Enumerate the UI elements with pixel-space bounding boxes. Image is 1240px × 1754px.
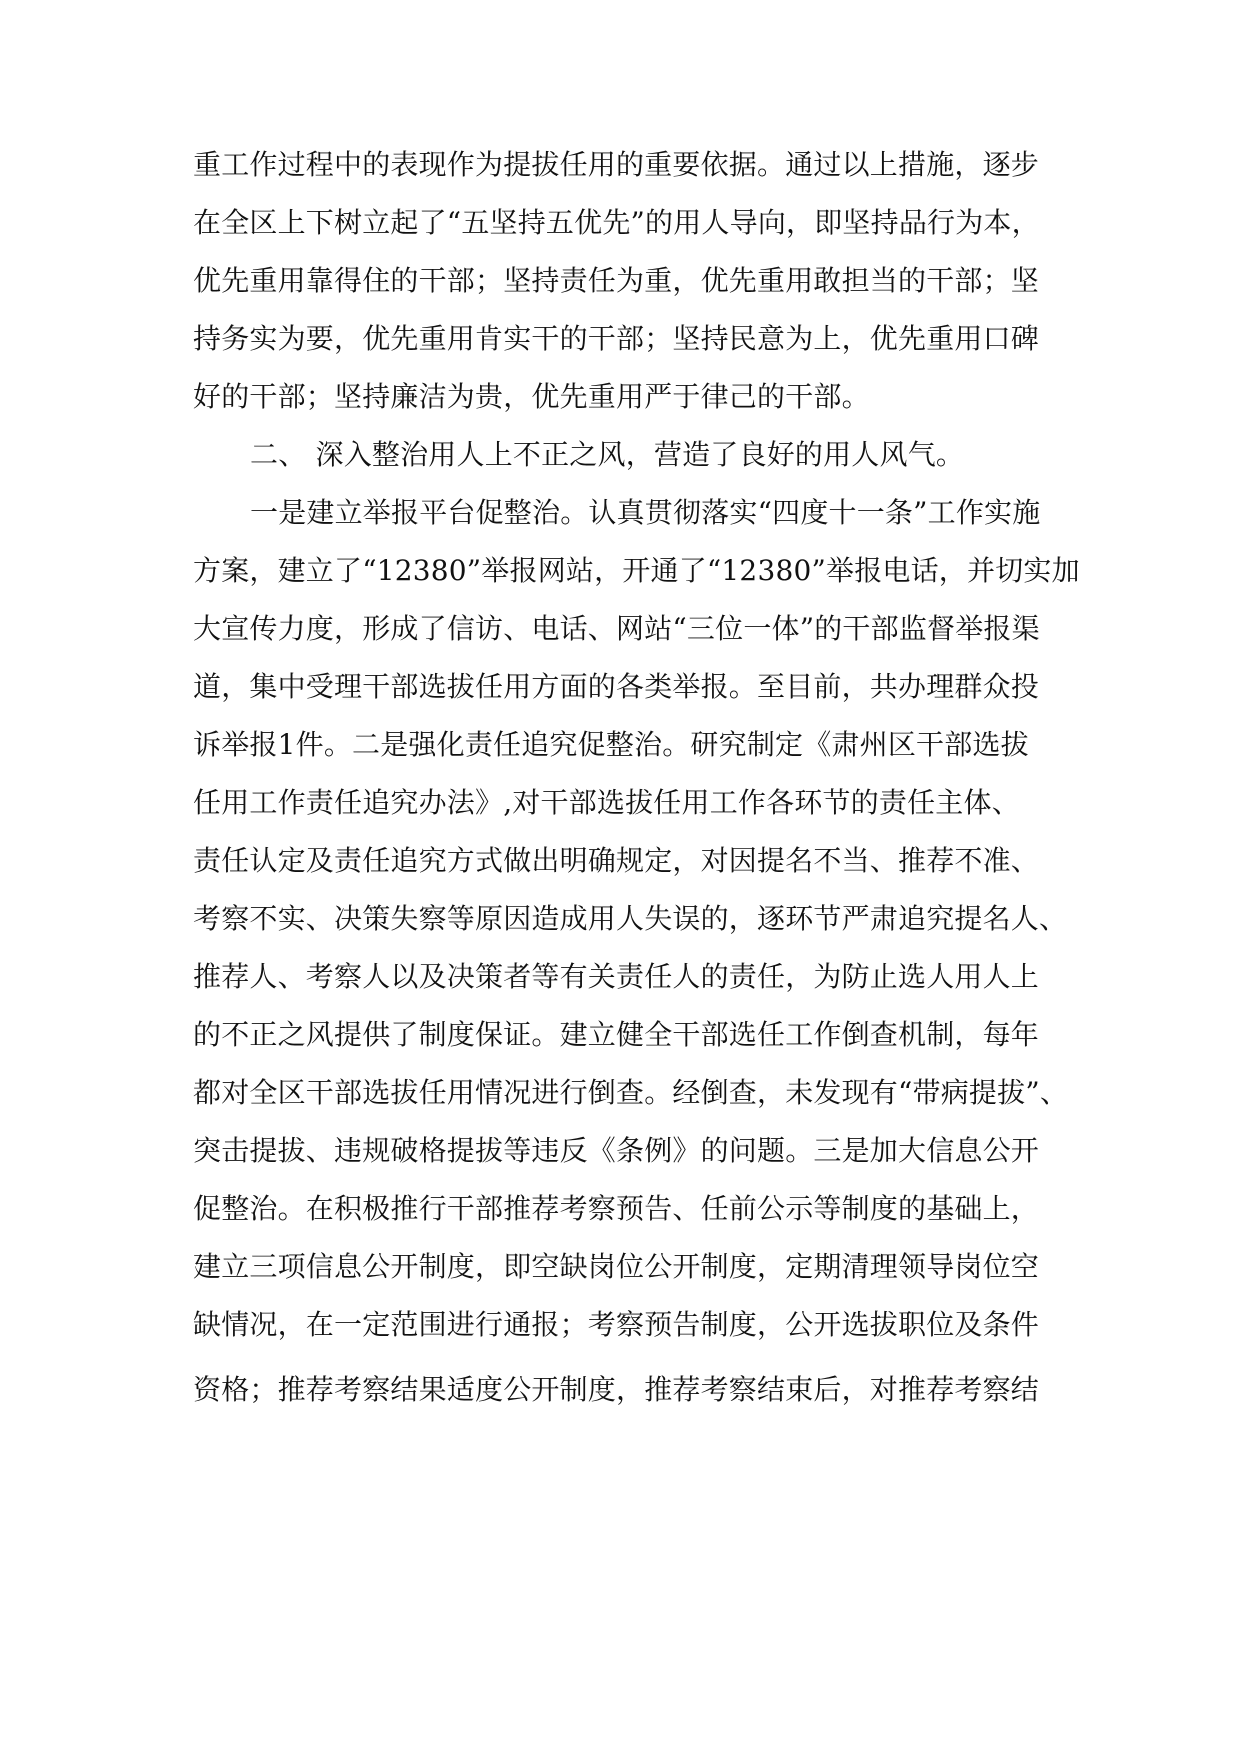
paragraph-line: 持务实为要，优先重用肯实干的干部；坚持民意为上，优先重用口碑	[193, 322, 1040, 355]
paragraph-line: 大宣传力度，形成了信访、电话、网站“三位一体”的干部监督举报渠	[193, 612, 1040, 645]
paragraph-line: 资格；推荐考察结果适度公开制度，推荐考察结束后，对推荐考察结	[193, 1373, 1040, 1406]
paragraph-line: 都对全区干部选拔任用情况进行倒查。经倒查，未发现有“带病提拔”、	[193, 1076, 1069, 1109]
paragraph-line: 推荐人、考察人以及决策者等有关责任人的责任，为防止选人用人上	[193, 960, 1040, 993]
paragraph-line: 责任认定及责任追究方式做出明确规定，对因提名不当、推荐不准、	[193, 844, 1040, 877]
section-heading: 二、 深入整治用人上不正之风，营造了良好的用人风气。	[250, 438, 965, 471]
paragraph-line: 方案，建立了“12380”举报网站，开通了“12380”举报电话，并切实加	[193, 554, 1080, 587]
paragraph-line: 的不正之风提供了制度保证。建立健全干部选任工作倒查机制，每年	[193, 1018, 1040, 1051]
paragraph-line: 任用工作责任追究办法》,对干部选拔任用工作各环节的责任主体、	[193, 786, 1020, 819]
paragraph-line: 道，集中受理干部选拔任用方面的各类举报。至目前，共办理群众投	[193, 670, 1040, 703]
paragraph-line: 好的干部；坚持廉洁为贵，优先重用严于律己的干部。	[193, 380, 870, 413]
paragraph-line: 重工作过程中的表现作为提拔任用的重要依据。通过以上措施，逐步	[193, 148, 1040, 181]
paragraph-line: 建立三项信息公开制度，即空缺岗位公开制度，定期清理领导岗位空	[193, 1250, 1040, 1283]
paragraph-line: 诉举报1件。二是强化责任追究促整治。研究制定《肃州区干部选拔	[193, 728, 1029, 761]
paragraph-line: 考察不实、决策失察等原因造成用人失误的，逐环节严肃追究提名人、	[193, 902, 1068, 935]
paragraph-line: 突击提拔、违规破格提拔等违反《条例》的问题。三是加大信息公开	[193, 1134, 1040, 1167]
paragraph-line: 优先重用靠得住的干部；坚持责任为重，优先重用敢担当的干部；坚	[193, 264, 1040, 297]
paragraph-line: 在全区上下树立起了“五坚持五优先”的用人导向，即坚持品行为本，	[193, 206, 1040, 239]
paragraph-line: 缺情况，在一定范围进行通报；考察预告制度，公开选拔职位及条件	[193, 1308, 1040, 1341]
paragraph-line: 促整治。在积极推行干部推荐考察预告、任前公示等制度的基础上，	[193, 1192, 1040, 1225]
paragraph-line: 一是建立举报平台促整治。认真贯彻落实“四度十一条”工作实施	[250, 496, 1041, 529]
